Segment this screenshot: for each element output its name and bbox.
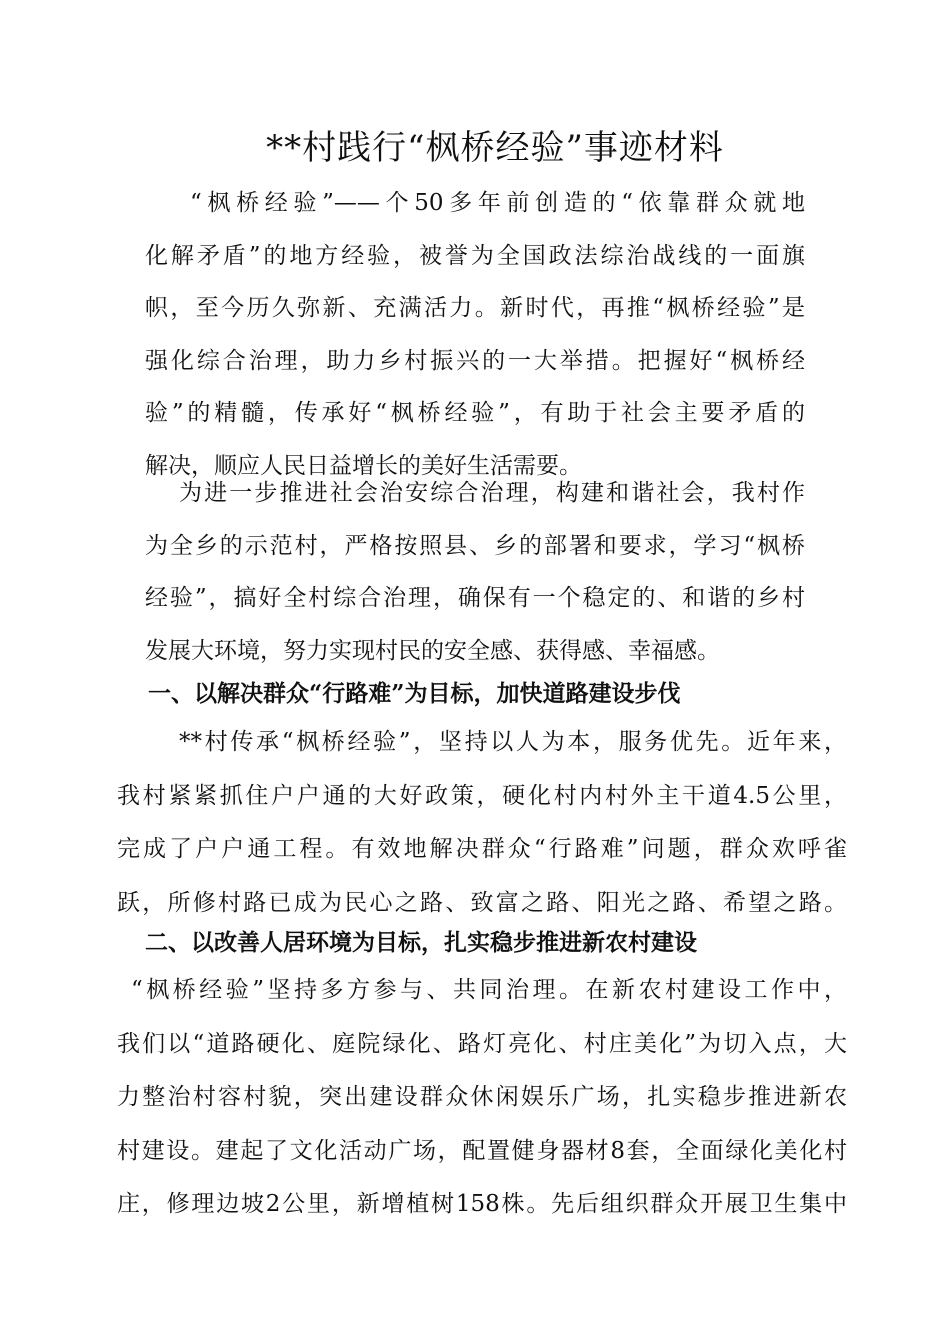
intro-line: 化解矛盾”的地方经验，被誉为全国政法综治战线的一面旗 bbox=[145, 242, 805, 269]
section-1-heading: 一、以解决群众“行路难”为目标，加快道路建设步伐 bbox=[148, 680, 681, 707]
intro2-line: 经验”，搞好全村综合治理，确保有一个稳定的、和谐的乡村 bbox=[145, 585, 805, 611]
intro2-line: 为全乡的示范村，严格按照县、乡的部署和要求，学习“枫桥 bbox=[145, 532, 805, 559]
document-title: **村践行“枫桥经验”事迹材料 bbox=[266, 128, 724, 168]
section-2-line: 我们以“道路硬化、庭院绿化、路灯亮化、村庄美化”为切入点，大 bbox=[117, 1030, 847, 1057]
section-1-line: 我村紧紧抓住户户通的大好政策，硬化村内村外主干道4.5公里， bbox=[117, 782, 847, 809]
intro2-line: 为进一步推进社会治安综合治理，构建和谐社会，我村作 bbox=[179, 480, 805, 506]
intro-line: 强化综合治理，助力乡村振兴的一大举措。把握好“枫桥经 bbox=[145, 347, 805, 374]
section-2-line: 力整治村容村貌，突出建设群众休闲娱乐广场，扎实稳步推进新农 bbox=[117, 1084, 847, 1110]
section-1-line: 跃，所修村路已成为民心之路、致富之路、阳光之路、希望之路。 bbox=[117, 889, 847, 916]
section-1-line: 完成了户户通工程。有效地解决群众“行路难”问题，群众欢呼雀 bbox=[117, 836, 847, 862]
section-2-body bbox=[117, 964, 847, 1232]
intro-paragraph-2 bbox=[145, 467, 805, 677]
section-2-heading: 二、以改善人居环境为目标，扎实稳步推进新农村建设 bbox=[145, 929, 697, 956]
intro-line: 解决，顺应人民日益增长的美好生活需要。 bbox=[145, 452, 582, 479]
section-2-line: 庄，修理边坡2公里，新增植树158株。先后组织群众开展卫生集中 bbox=[117, 1191, 847, 1217]
section-2-line: 村建设。建起了文化活动广场，配置健身器材8套，全面绿化美化村 bbox=[117, 1137, 847, 1164]
section-1-line: **村传承“枫桥经验”，坚持以人为本，服务优先。近年来， bbox=[179, 729, 847, 755]
intro-paragraph bbox=[145, 177, 805, 492]
intro-line: 验”的精髓，传承好“枫桥经验”，有助于社会主要矛盾的 bbox=[145, 400, 805, 426]
section-2-line: “枫桥经验”坚持多方参与、共同治理。在新农村建设工作中， bbox=[131, 977, 847, 1003]
intro-line: “枫桥经验”——个50多年前创造的“依靠群众就地 bbox=[190, 190, 805, 216]
intro-line: 帜，至今历久弥新、充满活力。新时代，再推“枫桥经验”是 bbox=[145, 295, 805, 321]
intro2-line: 发展大环境，努力实现村民的安全感、获得感、幸福感。 bbox=[145, 637, 720, 664]
section-1-body bbox=[117, 716, 847, 930]
